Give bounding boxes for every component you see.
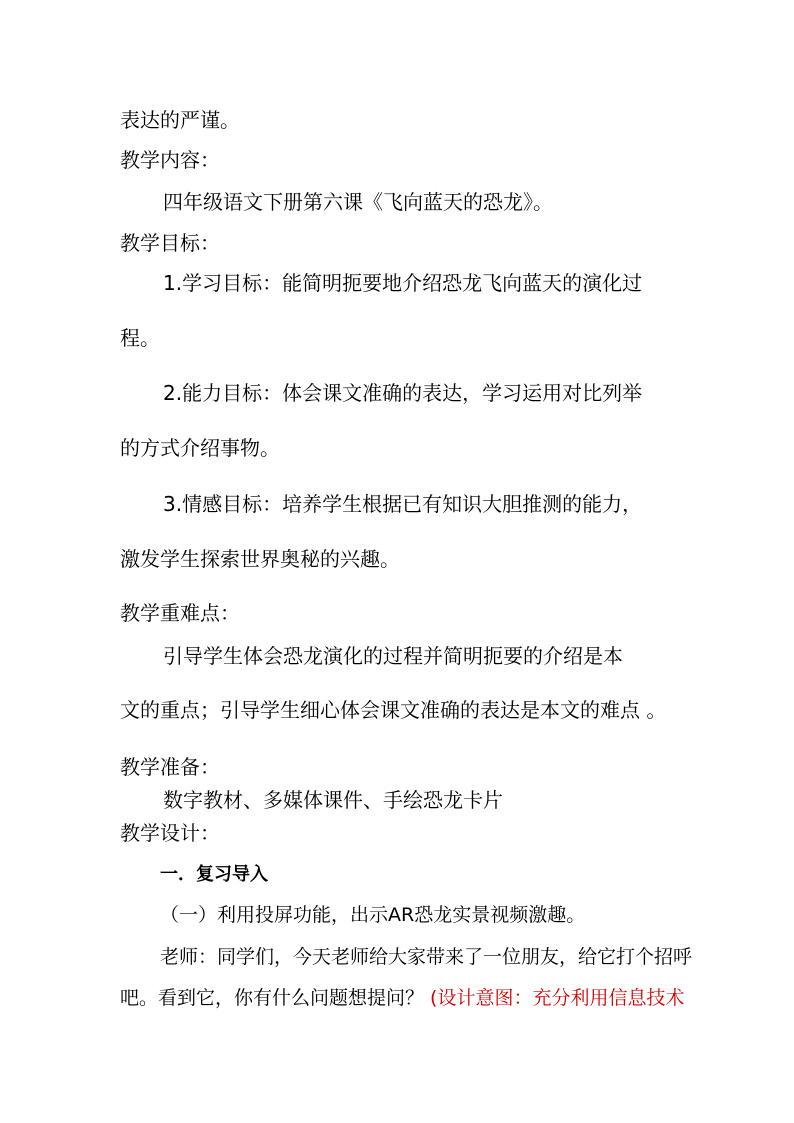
design-intent-note: (设计意图：充分利用信息技术 bbox=[430, 987, 685, 1009]
preparation-line: 数字教材、多媒体课件、手绘恐龙卡片 bbox=[163, 788, 503, 812]
key-points-line-1: 引导学生体会恐龙演化的过程并简明扼要的介绍是本 bbox=[163, 644, 623, 668]
section-heading-content: 教学内容： bbox=[120, 148, 220, 172]
section-heading-objectives: 教学目标： bbox=[120, 231, 220, 255]
objective-1-line-1: 1.学习目标：能简明扼要地介绍恐龙飞向蓝天的演化过 bbox=[163, 271, 643, 295]
teacher-speech-line-1: 老师：同学们，今天老师给大家带来了一位朋友，给它打个招呼 bbox=[160, 946, 693, 968]
text-line-1: 表达的严谨。 bbox=[120, 108, 240, 132]
text-line-content: 四年级语文下册第六课《飞向蓝天的恐龙》。 bbox=[163, 190, 553, 214]
section-heading-preparation: 教学准备： bbox=[120, 755, 220, 779]
subsection-heading-review: 一．复习导入 bbox=[160, 864, 268, 885]
objective-2-line-1: 2.能力目标：体会课文准确的表达，学习运用对比列举 bbox=[163, 381, 643, 405]
section-heading-key-points: 教学重难点： bbox=[120, 601, 240, 625]
section-heading-design: 教学设计： bbox=[120, 821, 220, 845]
objective-2-line-2: 的方式介绍事物。 bbox=[120, 436, 280, 460]
objective-3-line-2: 激发学生探索世界奥秘的兴趣。 bbox=[120, 547, 400, 571]
step-1-line: （一）利用投屏功能，出示AR恐龙实景视频激趣。 bbox=[160, 904, 586, 926]
teacher-speech-line-2 bbox=[120, 989, 684, 1008]
key-points-line-2: 文的重点；引导学生细心体会课文准确的表达是本文的难点 。 bbox=[120, 698, 667, 722]
objective-1-line-2: 程。 bbox=[120, 326, 160, 350]
teacher-speech-text: 吧。看到它，你有什么问题想提问？ bbox=[120, 987, 431, 1009]
objective-3-line-1: 3.情感目标：培养学生根据已有知识大胆推测的能力， bbox=[163, 492, 643, 516]
